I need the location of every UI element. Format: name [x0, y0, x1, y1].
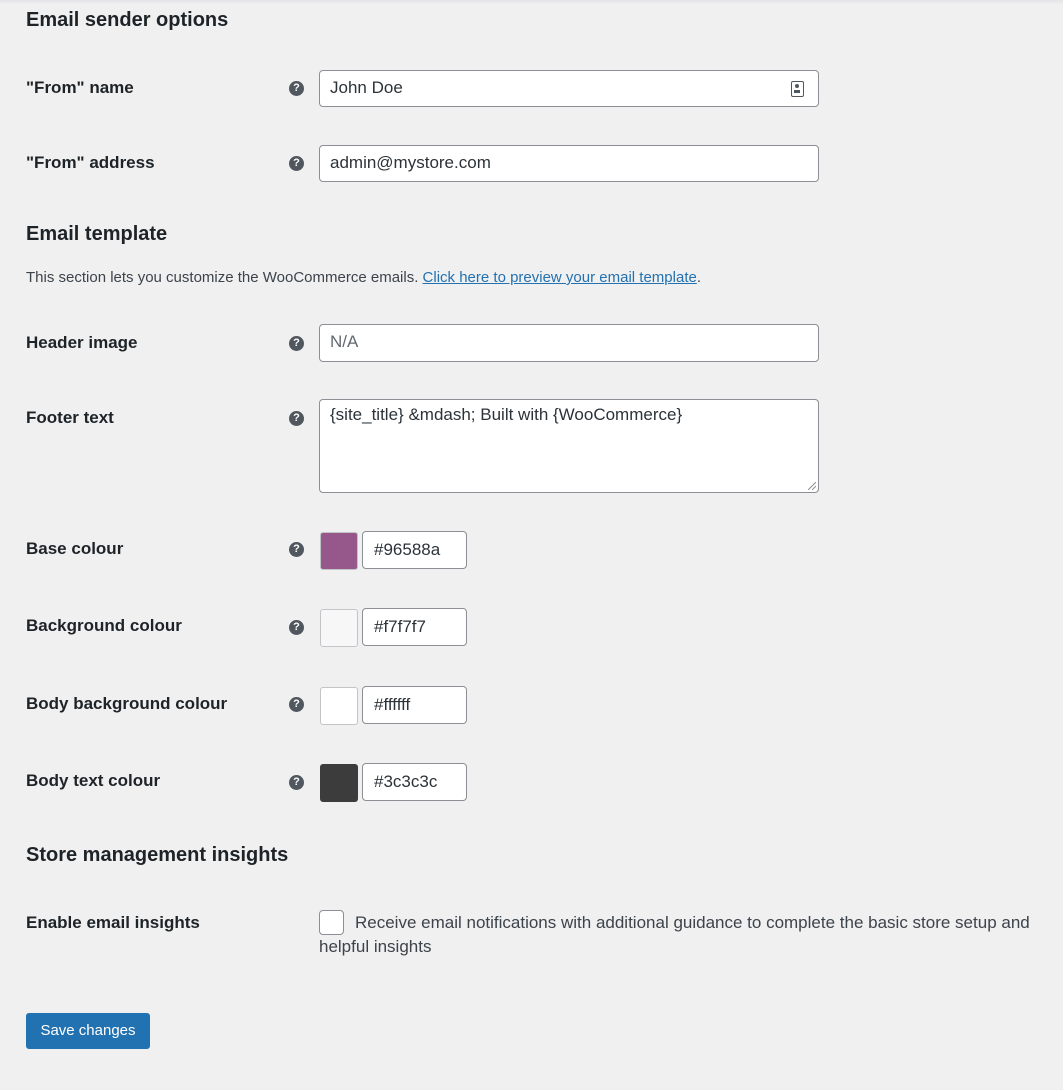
resize-handle-icon[interactable]	[808, 482, 816, 490]
header-image-label: Header image	[26, 333, 138, 352]
help-icon[interactable]: ?	[289, 775, 304, 790]
body-text-colour-input[interactable]: #3c3c3c	[362, 763, 467, 801]
contact-card-icon[interactable]	[791, 81, 804, 97]
body-text-colour-label: Body text colour	[26, 771, 161, 790]
help-icon[interactable]: ?	[289, 336, 304, 351]
from-name-value: John Doe	[330, 78, 403, 97]
footer-text-label: Footer text	[26, 408, 114, 427]
from-name-input[interactable]	[319, 70, 819, 107]
from-name-label: "From" name	[26, 78, 134, 97]
template-description: This section lets you customize the WooCommerce emails. Click here to preview your email template.	[26, 269, 701, 286]
top-shadow	[0, 0, 1063, 4]
help-icon[interactable]: ?	[289, 542, 304, 557]
from-address-input[interactable]: admin@mystore.com	[319, 145, 819, 182]
background-colour-input[interactable]: #f7f7f7	[362, 608, 467, 646]
from-address-label: "From" address	[26, 153, 155, 172]
background-colour-swatch[interactable]	[320, 609, 358, 647]
header-image-input[interactable]: N/A	[319, 324, 819, 362]
body-text-colour-swatch[interactable]	[320, 764, 358, 802]
section-title-sender: Email sender options	[26, 9, 229, 31]
email-insights-checkbox-label: Receive email notifications with additional guidance to complete the basic store setup and helpful insights	[319, 913, 1030, 956]
body-background-colour-label: Body background colour	[26, 694, 228, 713]
help-icon[interactable]: ?	[289, 81, 304, 96]
help-icon[interactable]: ?	[289, 411, 304, 426]
base-colour-input[interactable]: #96588a	[362, 531, 467, 569]
help-icon[interactable]: ?	[289, 620, 304, 635]
background-colour-label: Background colour	[26, 616, 182, 635]
save-changes-button[interactable]: Save changes	[26, 1013, 150, 1049]
base-colour-label: Base colour	[26, 539, 124, 558]
preview-template-link[interactable]: Click here to preview your email template	[422, 269, 697, 286]
footer-text-textarea[interactable]	[319, 399, 819, 493]
base-colour-swatch[interactable]	[320, 532, 358, 570]
help-icon[interactable]: ?	[289, 156, 304, 171]
footer-text-value: {site_title} &mdash; Built with {WooCommerce}	[330, 405, 683, 424]
body-background-colour-swatch[interactable]	[320, 687, 358, 725]
help-icon[interactable]: ?	[289, 697, 304, 712]
section-title-insights: Store management insights	[26, 844, 289, 866]
section-title-template: Email template	[26, 223, 168, 245]
enable-email-insights-label: Enable email insights	[26, 913, 200, 932]
body-background-colour-input[interactable]: #ffffff	[362, 686, 467, 724]
